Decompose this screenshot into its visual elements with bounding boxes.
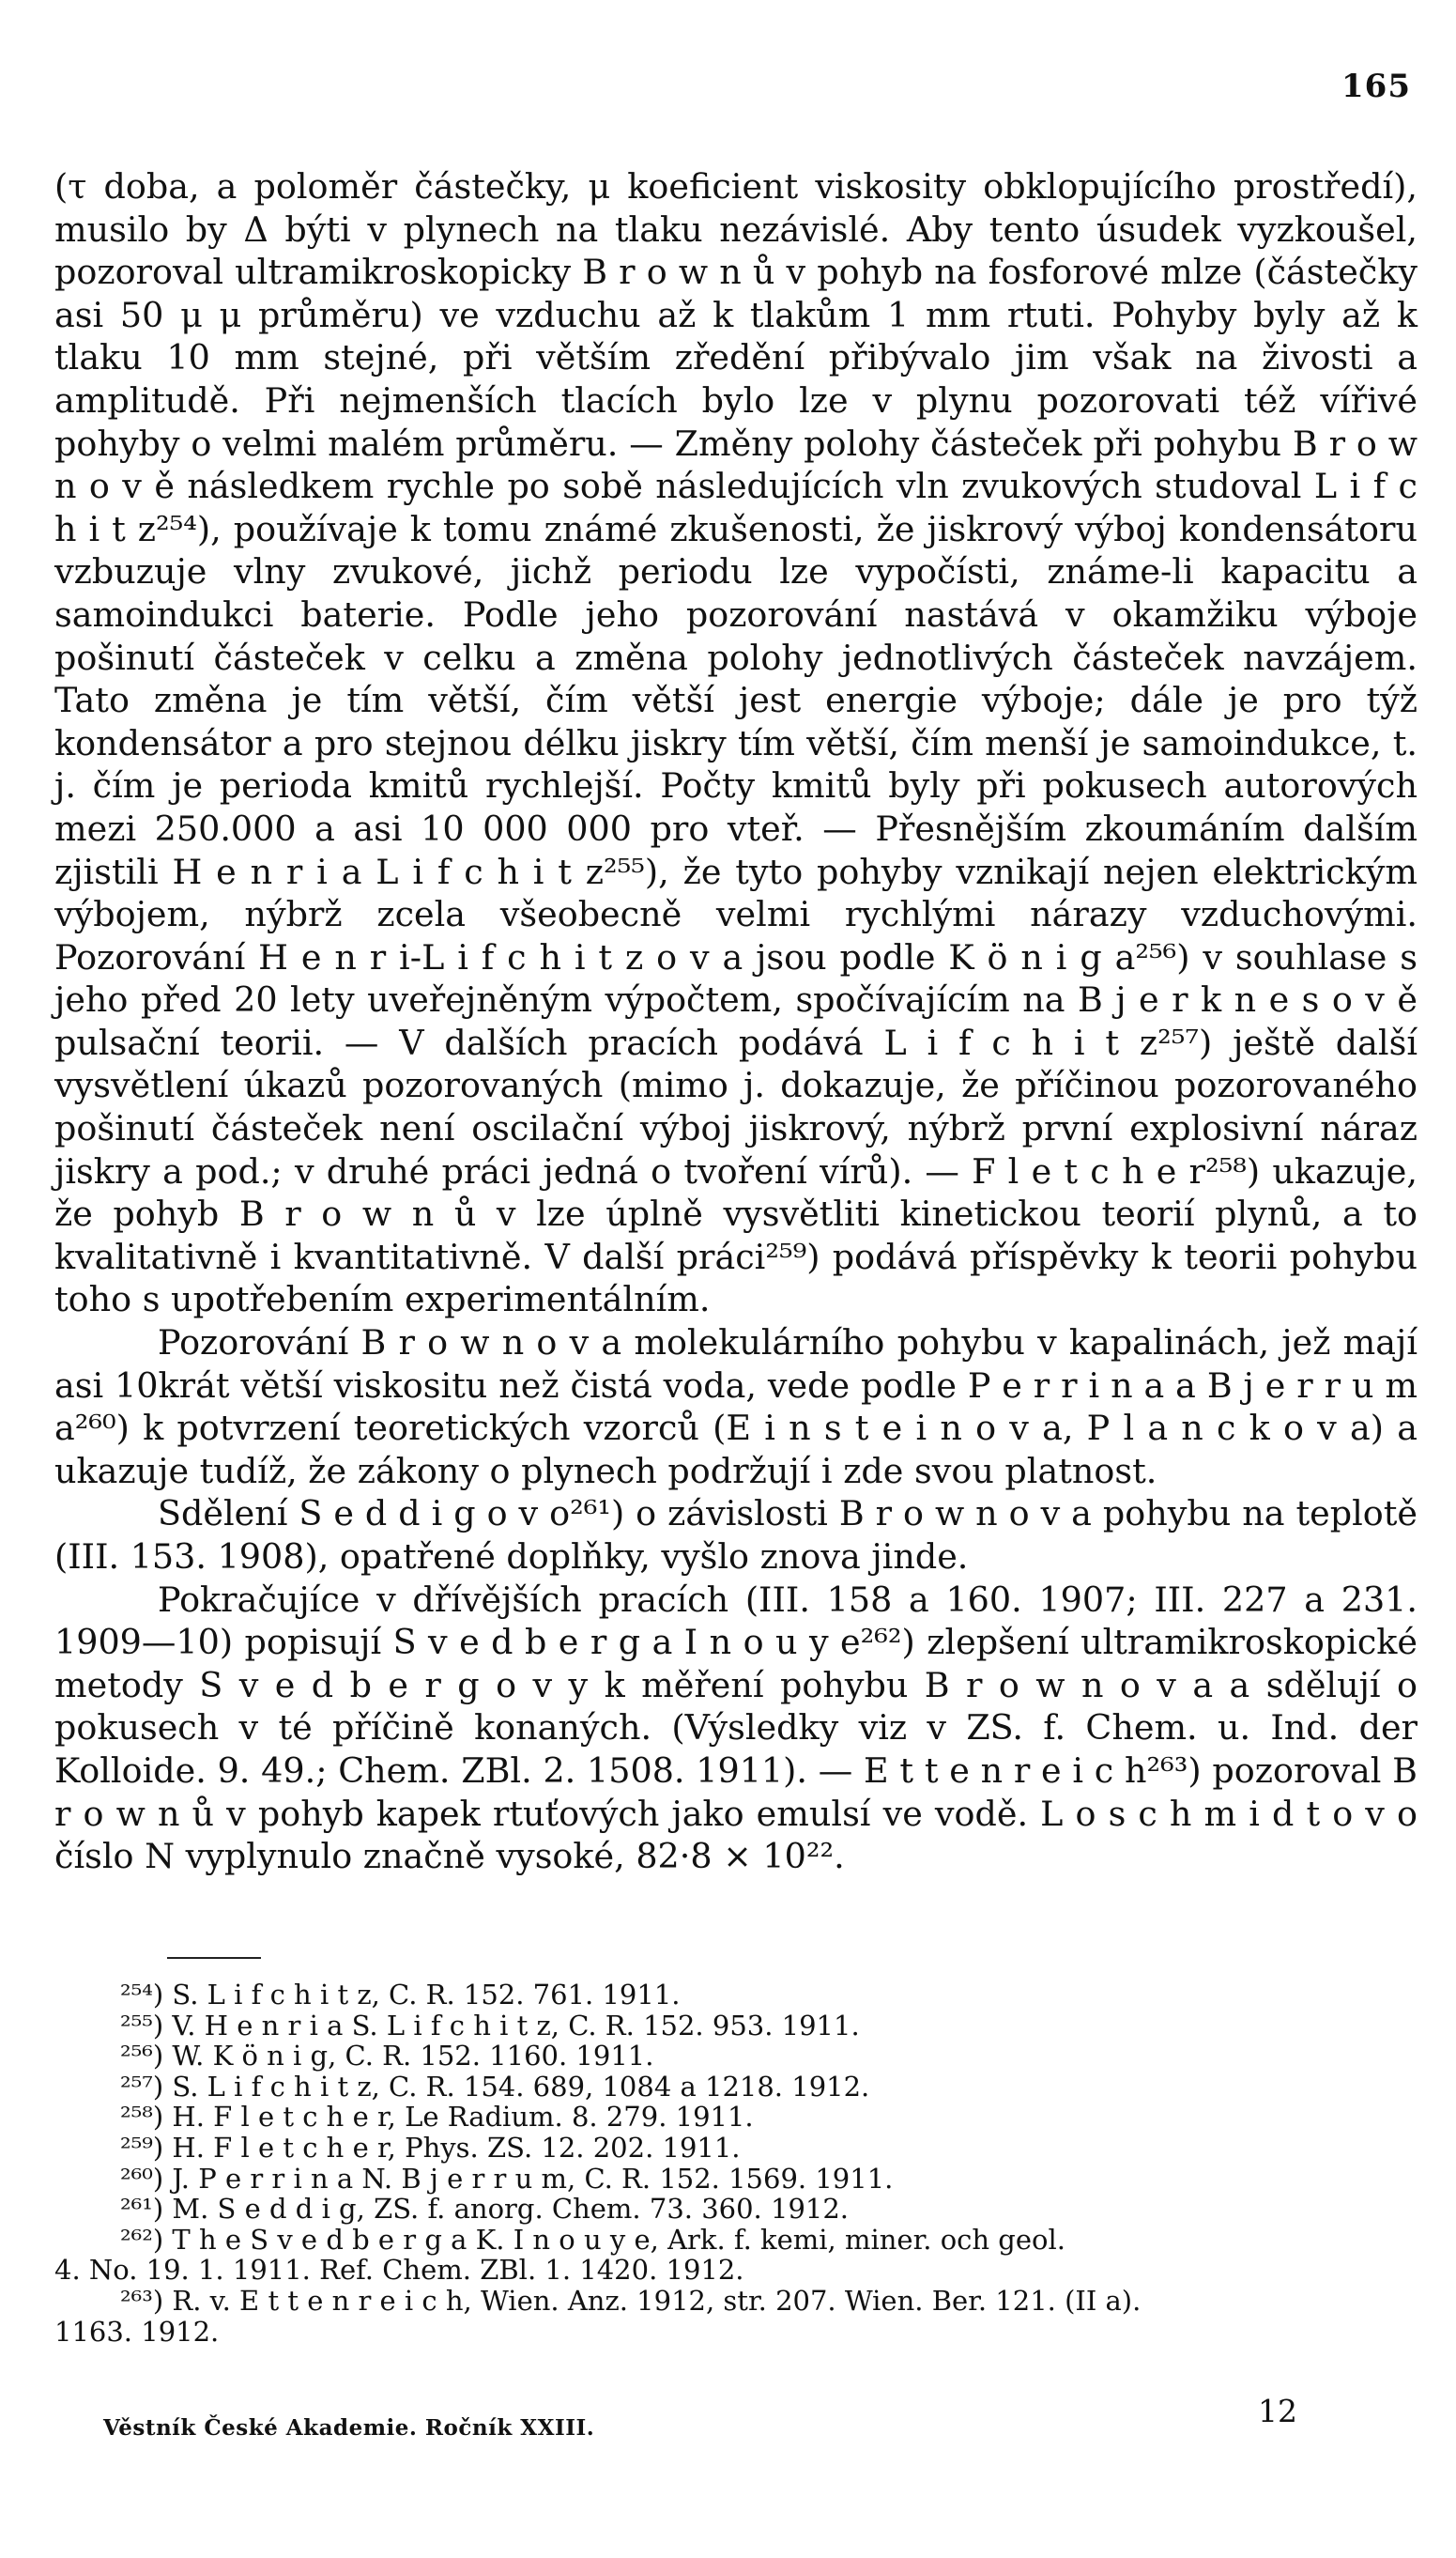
page-number: 165 (1341, 68, 1411, 105)
footnote: ²⁶¹) M. S e d d i g, ZS. f. anorg. Chem. 73. 360. 1912. (120, 2193, 850, 2226)
footnote: ²⁶³) R. v. E t t e n r e i c h, Wien. Anz. 1912, str. 207. Wien. Ber. 121. (II a). (120, 2284, 1142, 2317)
paragraph: Pozorování B r o w n o v a molekulárního pohybu v kapalinách, jež mají asi 10krát větší viskositu než čistá voda, vede podle P e r r i n a a B j e r r u m a²⁶⁰) k potvrzení teoretických vzorců (E i n s t e i n o v a, P l a n c k o v a) a ukazuje tudíž, že zákony o plynech podržují i zde svou platnost. (54, 1322, 1418, 1491)
footnote: ²⁵⁴) S. L i f c h i t z, C. R. 152. 761. 1911. (120, 1979, 681, 2011)
journal-footer: Věstník České Akademie. Ročník XXIII. (103, 2415, 595, 2441)
footnote: ²⁶⁰) J. P e r r i n a N. B j e r r u m, C. R. 152. 1569. 1911. (120, 2162, 894, 2195)
paragraph: (τ doba, a poloměr částečky, μ koeficient viskosity obklopujícího prostředí), musilo by Δ býti v plynech na tlaku nezávislé. Aby tento úsudek vyzkoušel, pozoroval ultramikroskopicky B r o w n ů v pohyb na fosforové mlze (částečky asi 50 μ μ průměru) ve vzduchu až k tlakům 1 mm rtuti. Pohyby byly až k tlaku 10 mm stejné, při větším zředění přibývalo jim však na živosti a amplitudě. Při nejmenších tlacích bylo lze v plynu pozorovati též vířivé pohyby o velmi malém průměru. — Změny polohy částeček při pohybu B r o w n o v ě následkem rychle po sobě následujících vln zvukových studoval L i f c h i t z²⁵⁴), používaje k tomu známé zkušenosti, že jiskrový výboj kondensátoru vzbuzuje vlny zvukové, jichž periodu lze vypočísti, známe-li kapacitu a samoindukci baterie. Podle jeho pozorování nastává v okamžiku výboje pošinutí částeček v celku a změna polohy jednotlivých částeček navzájem. Tato změna je tím větší, čím větší jest energie výboje; dále je pro týž kondensátor a pro stejnou délku jiskry tím větší, čím menší je samoindukce, t. j. čím je perioda kmitů rychlejší. Počty kmitů byly při pokusech autorových mezi 250.000 a asi 10 000 000 pro vteř. — Přesnějším zkoumáním dalším zjistili H e n r i a L i f c h i t z²⁵⁵), že tyto pohyby vznikají nejen elektrickým výbojem, nýbrž zcela všeobecně velmi rychlými nárazy vzduchovými. Pozorování H e n r i-L i f c h i t z o v a jsou podle K ö n i g a²⁵⁶) v souhlase s jeho před 20 lety uveřejněným výpočtem, spočívajícím na B j e r k n e s o v ě pulsační teorii. — V dalších pracích podává L i f c h i t z²⁵⁷) ještě další vysvětlení úkazů pozorovaných (mimo j. dokazuje, že příčinou pozorovaného pošinutí částeček není oscilační výboj jiskrový, nýbrž první explosivní náraz jiskry a pod.; v druhé práci jedná o tvoření vírů). — F l e t c h e r²⁵⁸) ukazuje, že pohyb B r o w n ů v lze úplně vysvětliti kinetickou teorií plynů, a to kvalitativně i kvantitativně. V další práci²⁵⁹) podává příspěvky k teorii pohybu toho s upotřebením experimentálním. (54, 166, 1418, 1320)
paragraph: Sdělení S e d d i g o v o²⁶¹) o závislosti B r o w n o v a pohybu na teplotě (III. 153. 1908), opatřené doplňky, vyšlo znova jinde. (54, 1493, 1418, 1577)
paragraph: Pokračujíce v dřívějších pracích (III. 158 a 160. 1907; III. 227 a 231. 1909—10) popisují S v e d b e r g a I n o u y e²⁶²) zlepšení ultramikroskopické metody S v e d b e r g o v y k měření pohybu B r o w n o v a a sdělují o pokusech v té příčině konaných. (Výsledky viz v ZS. f. Chem. u. Ind. der Kolloide. 9. 49.; Chem. ZBl. 2. 1508. 1911). — E t t e n r e i c h²⁶³) pozoroval B r o w n ů v pohyb kapek rtuťových jako emulsí ve vodě. L o s c h m i d t o v o číslo N vyplynulo značně vysoké, 82·8 × 10²². (54, 1579, 1418, 1877)
footnotes (54, 1980, 1418, 2347)
footnote: ²⁵⁵) V. H e n r i a S. L i f c h i t z, C. R. 152. 953. 1911. (120, 2009, 860, 2042)
signature-mark: 12 (1258, 2393, 1297, 2429)
footnote-continuation: 4. No. 19. 1. 1911. Ref. Chem. ZBl. 1. 1420. 1912. (54, 2254, 744, 2287)
footnote: ²⁵⁶) W. K ö n i g, C. R. 152. 1160. 1911. (120, 2040, 654, 2073)
footnote: ²⁶²) T h e S v e d b e r g a K. I n o u y e, Ark. f. kemi, miner. och geol. (120, 2223, 1065, 2256)
footnote-continuation: 1163. 1912. (54, 2315, 220, 2348)
footnote: ²⁵⁹) H. F l e t c h e r, Phys. ZS. 12. 202. 1911. (120, 2131, 741, 2164)
footnote: ²⁵⁷) S. L i f c h i t z, C. R. 154. 689, 1084 a 1218. 1912. (120, 2070, 870, 2103)
main-text (54, 165, 1418, 1878)
footnote-divider (167, 1957, 261, 1959)
footnote: ²⁵⁸) H. F l e t c h e r, Le Radium. 8. 279. 1911. (120, 2101, 754, 2134)
